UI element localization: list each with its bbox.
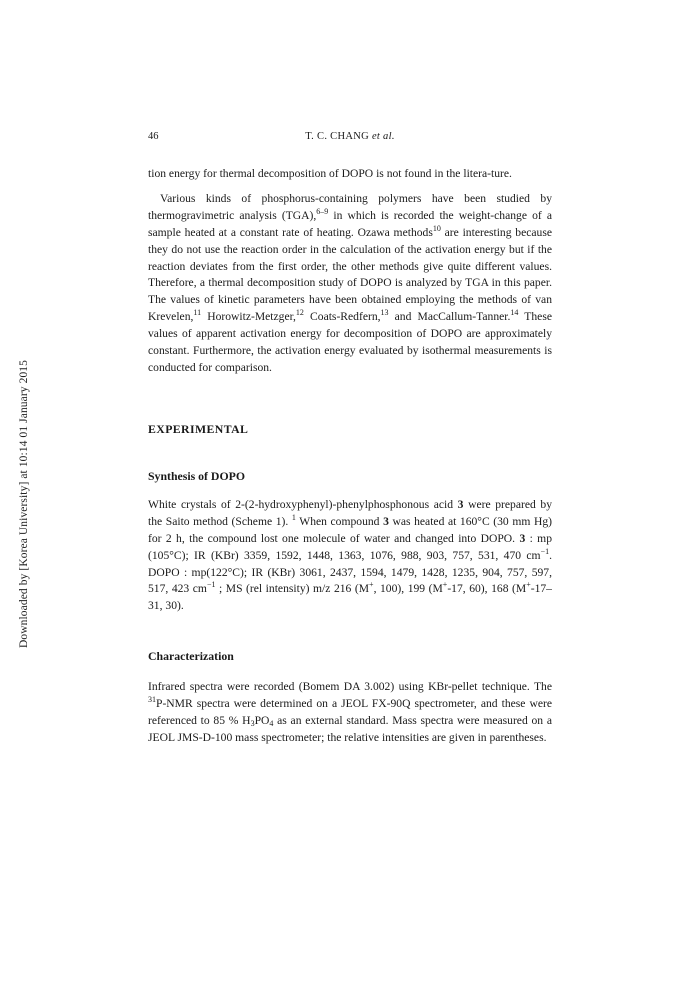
- citation-ref: 12: [295, 308, 304, 318]
- section-heading-experimental: EXPERIMENTAL: [148, 421, 249, 436]
- author-name: T. C. CHANG: [305, 131, 370, 142]
- download-watermark: Downloaded by [Korea University] at 10:14 01 January 2015: [18, 359, 30, 649]
- page-number: 46: [148, 131, 159, 142]
- author-etal: et al.: [371, 131, 395, 142]
- synthesis-paragraph: White crystals of 2-(2-hydroxyphenyl)-phenylphosphonous acid 3 were prepared by the Saito method (Scheme 1). $^1$ When compound 3 was heated at 160°C (30 mm Hg) for 2 h, the compound lost one molecule of water and changed into DOPO. 3 : mp (105°C); IR (KBr) 3359, 1592, 1448, 1363, 1076, 988, 903, 757, 531, 470 $cm^{-1}$. DOPO : mp(122°C); IR (KBr) 3061, 2437, 1594, 1479, 1428, 1235, 904, 757, 597, 517, 423 $cm^{-1}$ ; MS (rel intensity) m/z 216 (M+, 100), 199 (M+-17, 60), 168 (M+-17–31, 30).: [148, 497, 553, 613]
- intro-paragraph-2: Various kinds of phosphorus-containing polymers have been studied by thermogravimetric analysis (TGA),$^{6-9}$ in which is recorded the weight-change of a sample heated at a constant rate of heating. Ozawa methods$^{10}$ are interesting because they do not use the reaction order in the calculation of the activation energy but if the reaction deviates from the first order, the other methods give quite different values. Therefore, a thermal decomposition study of DOPO is analyzed by TGA in this paper. The values of kinetic parameters have been obtained employing the methods of van Krevelen,$^{11}$ Horowitz-Metzger,$^{12}$ Coats-Redfern,$^{13}$ and MacCallum-Tanner.$^{14}$ These values of apparent activation energy for decomposition of DOPO are approximately constant. Furthermore, the activation energy evaluated by isothermal measurements is conducted for comparison.: [148, 191, 552, 374]
- article-body: [148, 166, 552, 747]
- characterization-paragraph: Infrared spectra were recorded (Bomem DA 3.002) using KBr-pellet technique. The $^{31}$P-NMR spectra were determined on a JEOL FX-90Q spectrometer, and these were referenced to 85 % $H_3PO_4$ as an external standard. Mass spectra were measured on a JEOL JMS-D-100 mass spectrometer; the relative intensities are given in parentheses.: [148, 680, 552, 744]
- citation-ref: 10: [432, 223, 441, 233]
- citation-ref: 6–9: [316, 206, 329, 216]
- header-author: [148, 131, 552, 142]
- citation-ref: 13: [380, 308, 389, 318]
- citation-ref: 14: [510, 308, 519, 318]
- citation-ref: 11: [193, 308, 202, 318]
- intro-paragraph-1: tion energy for thermal decomposition of DOPO is not found in the litera-ture.: [148, 167, 512, 180]
- running-head: [148, 131, 552, 145]
- subsection-heading-synthesis: Synthesis of DOPO: [148, 468, 246, 483]
- subsection-heading-characterization: Characterization: [148, 649, 234, 664]
